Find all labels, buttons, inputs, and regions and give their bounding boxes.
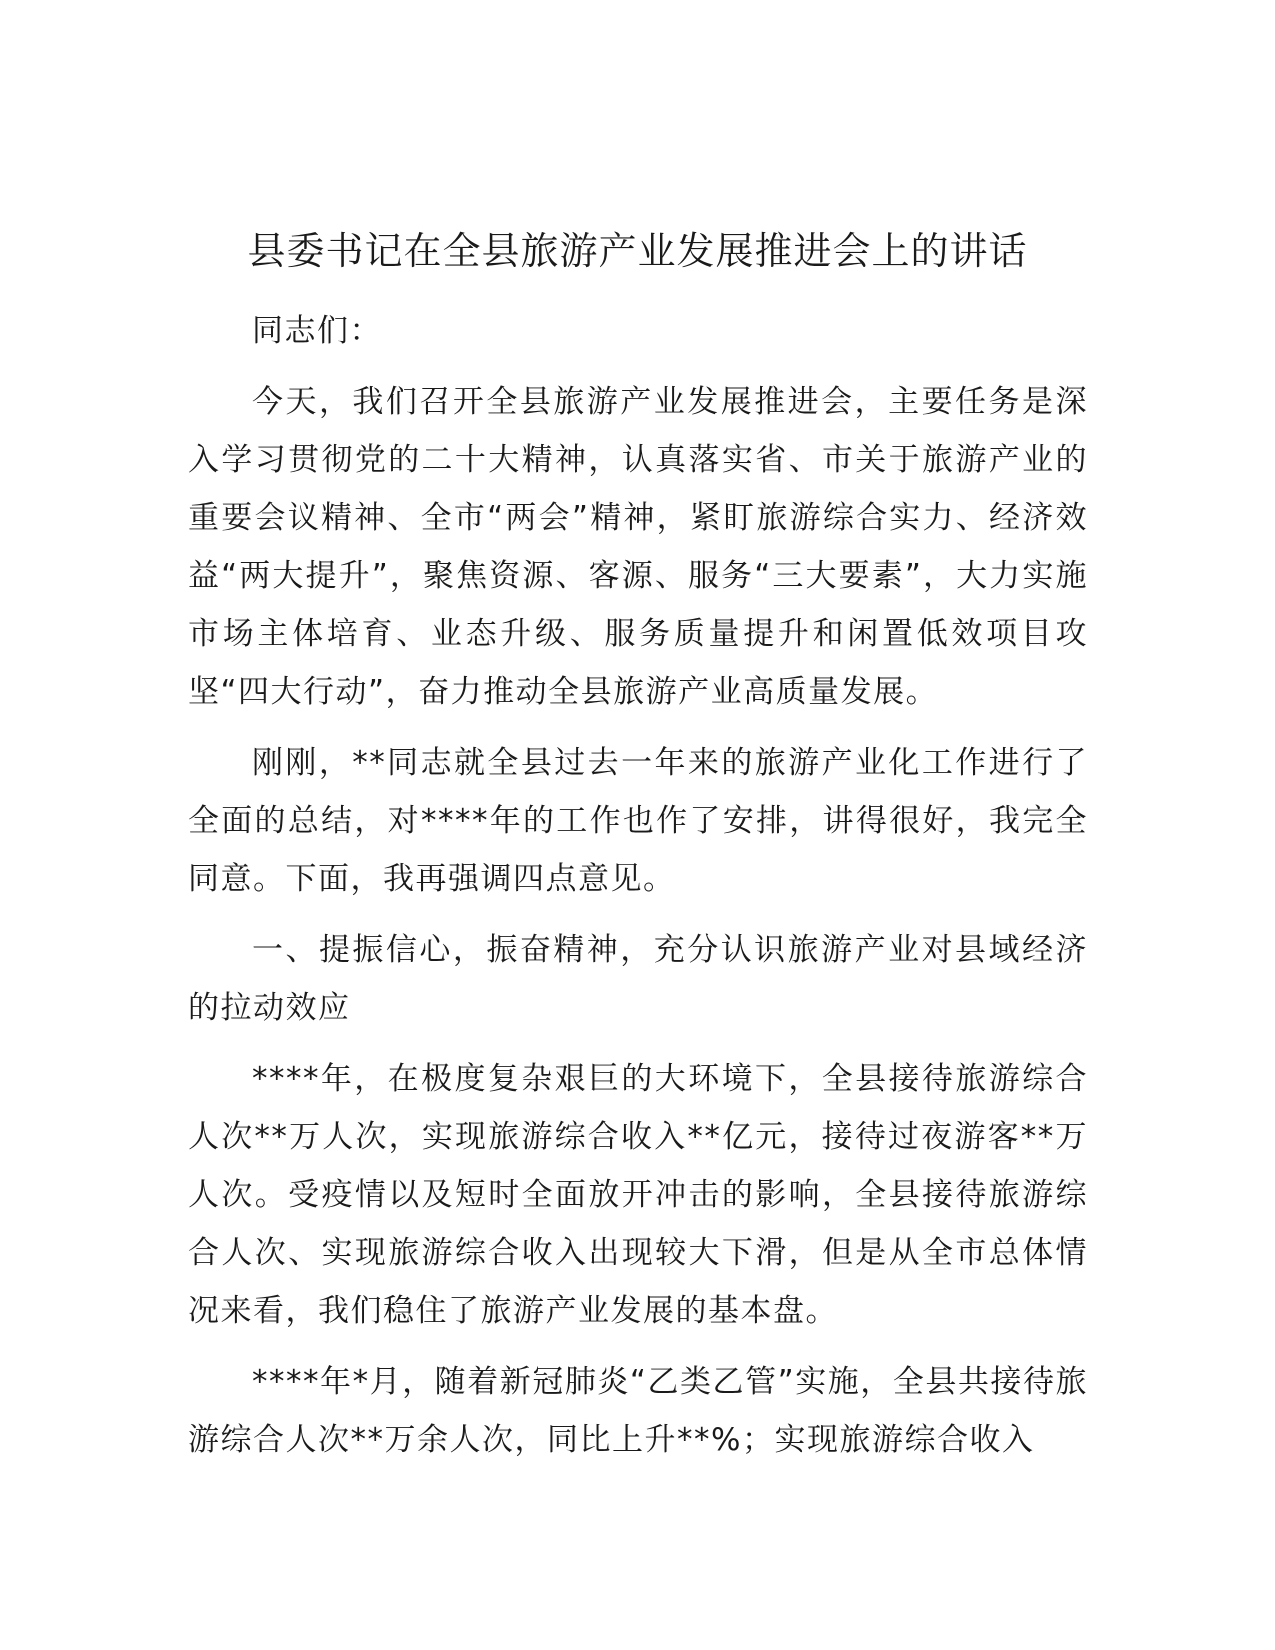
paragraph-intro: 今天，我们召开全县旅游产业发展推进会，主要任务是深入学习贯彻党的二十大精神，认真落实省、市关于旅游产业的重要会议精神、全市“两会”精神，紧盯旅游综合实力、经济效益“两大提升”，聚焦资源、客源、服务“三大要素”，大力实施市场主体培育、业态升级、服务质量提升和闲置低效项目攻坚“四大行动”，奋力推动全县旅游产业高质量发展。 xyxy=(188,384,1088,710)
document-title: 县委书记在全县旅游产业发展推进会上的讲话 xyxy=(247,229,1028,273)
section-heading-1: 一、提振信心，振奋精神，充分认识旅游产业对县域经济的拉动效应 xyxy=(188,932,1088,1026)
document-body xyxy=(188,302,1088,1482)
paragraph-statistics: ****年，在极度复杂艰巨的大环境下，全县接待旅游综合人次**万人次，实现旅游综合收入**亿元，接待过夜游客**万人次。受疫情以及短时全面放开冲击的影响，全县接待旅游综合人次、实现旅游综合收入出现较大下滑，但是从全市总体情况来看，我们稳住了旅游产业发展的基本盘。 xyxy=(188,1061,1088,1329)
paragraph-salutation: 同志们： xyxy=(252,313,382,349)
paragraph-recovery: ****年*月，随着新冠肺炎“乙类乙管”实施，全县共接待旅游综合人次**万余人次，同比上升**%；实现旅游综合收入 xyxy=(188,1364,1088,1458)
paragraph-summary: 刚刚，**同志就全县过去一年来的旅游产业化工作进行了全面的总结，对****年的工作也作了安排，讲得很好，我完全同意。下面，我再强调四点意见。 xyxy=(188,745,1088,897)
